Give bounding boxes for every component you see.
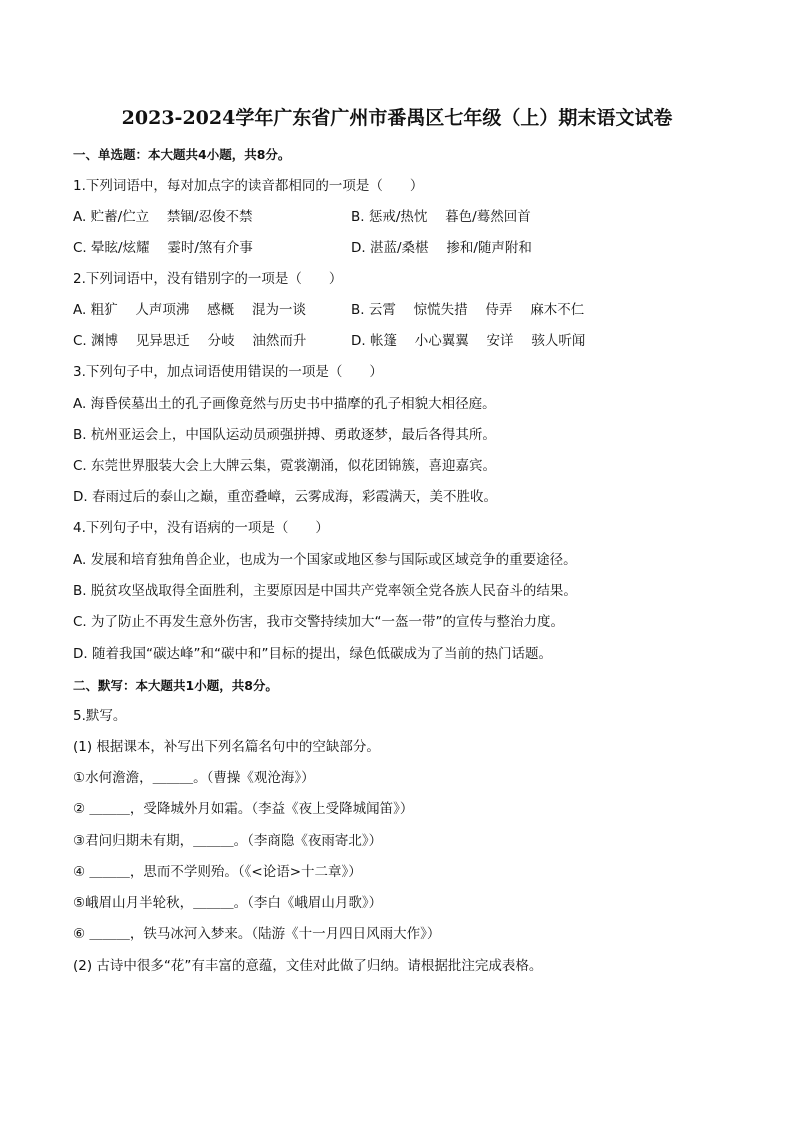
question-4-option-d: D. 随着我国“碳达峰”和“碳中和”目标的提出，绿色低碳成为了当前的热门话题。 [73,646,552,662]
dictation-line-3: ③君问归期未有期，＿＿＿。（李商隐《夜雨寄北》） [73,833,383,849]
question-4-option-a: A. 发展和培育独角兽企业，也成为一个国家或地区参与国际或区域竞争的重要途径。 [73,552,577,568]
question-2-option-b: B. 云霄 惊慌失措 侍弄 麻木不仁 [351,302,585,318]
question-3-option-c: C. 东莞世界服装大会上大牌云集，霓裳潮涌，似花团锦簇，喜迎嘉宾。 [73,458,497,474]
page-title: 2023-2024学年广东省广州市番禺区七年级（上）期末语文试卷 [121,107,673,129]
question-4-option-b: B. 脱贫攻坚战取得全面胜利，主要原因是中国共产党率领全党各族人民奋斗的结果。 [73,583,577,599]
dictation-line-2: ② ＿＿＿，受降城外月如霜。（李益《夜上受降城闻笛》） [73,801,414,817]
section-1-heading: 一、单选题：本大题共4小题，共8分。 [73,147,291,162]
question-1-option-d: D. 湛蓝/桑椹 掺和/随声附和 [351,240,532,256]
dictation-line-1: ①水何澹澹，＿＿＿。（曹操《观沧海》） [73,770,315,786]
question-1-stem: 1.下列词语中，每对加点字的读音都相同的一项是（ ） [73,178,424,194]
question-2-option-d: D. 帐篷 小心翼翼 安详 骇人听闻 [351,333,586,349]
question-2-option-a: A. 粗犷 人声项沸 感概 混为一谈 [73,302,306,318]
question-5-part-2: (2) 古诗中很多“花”有丰富的意蕴，文佳对此做了归纳。请根据批注完成表格。 [73,958,543,974]
dictation-line-6: ⑥ ＿＿＿，铁马冰河入梦来。（陆游《十一月四日风雨大作》） [73,926,441,942]
question-3-option-a: A. 海昏侯墓出土的孔子画像竟然与历史书中描摩的孔子相貌大相径庭。 [73,396,496,412]
question-2-option-c: C. 渊博 见异思迁 分岐 油然而升 [73,333,307,349]
dictation-line-5: ⑤峨眉山月半轮秋，＿＿＿。（李白《峨眉山月歌》） [73,895,383,911]
question-1-option-a: A. 贮蓄/伫立 禁锢/忍俊不禁 [73,209,253,225]
question-5-part-1: (1) 根据课本，补写出下列名篇名句中的空缺部分。 [73,739,380,755]
question-3-option-b: B. 杭州亚运会上，中国队运动员顽强拼搏、勇敢逐梦，最后各得其所。 [73,427,496,443]
question-3-stem: 3.下列句子中，加点词语使用错误的一项是（ ） [73,364,383,380]
question-4-option-c: C. 为了防止不再发生意外伤害，我市交警持续加大“一盔一带”的宣传与整治力度。 [73,614,564,630]
dictation-line-4: ④ ＿＿＿，思而不学则殆。（《<论语>十二章》） [73,864,362,880]
question-1-option-c: C. 晕眩/炫耀 霎时/煞有介事 [73,240,253,256]
question-3-option-d: D. 春雨过后的泰山之巅，重峦叠嶂，云雾成海，彩霞满天，美不胜收。 [73,489,497,505]
question-4-stem: 4.下列句子中，没有语病的一项是（ ） [73,520,329,536]
question-5-stem: 5.默写。 [73,708,127,724]
question-1-option-b: B. 惩戒/热忱 暮色/蓦然回首 [351,209,531,225]
question-2-stem: 2.下列词语中，没有错别字的一项是（ ） [73,271,343,287]
section-2-heading: 二、默写：本大题共1小题，共8分。 [73,678,278,693]
